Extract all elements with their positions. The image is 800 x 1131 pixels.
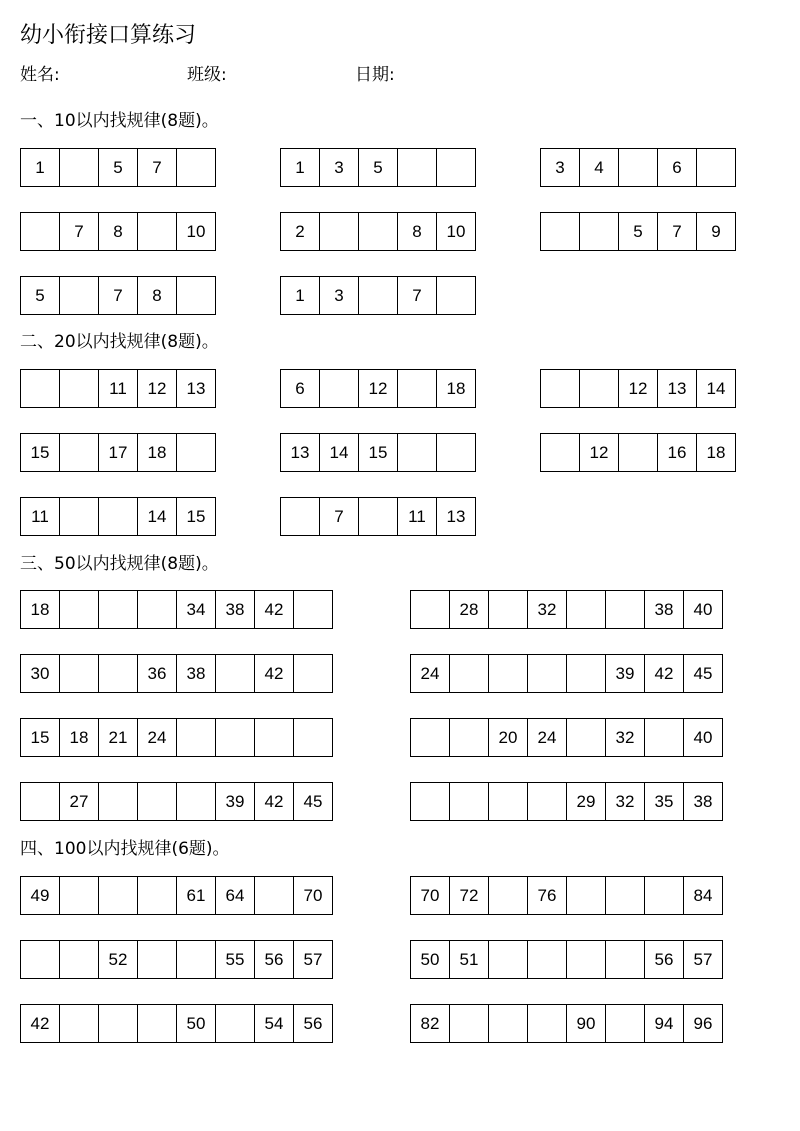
given-number: 16 <box>657 433 697 472</box>
given-number: 38 <box>176 654 216 693</box>
given-number: 7 <box>59 212 99 251</box>
answer-box[interactable] <box>254 876 294 915</box>
answer-box[interactable] <box>488 940 528 979</box>
answer-box[interactable] <box>618 433 658 472</box>
answer-box[interactable] <box>358 276 398 315</box>
sequence-row <box>20 433 216 472</box>
sequence-row <box>20 590 333 629</box>
answer-box[interactable] <box>319 212 359 251</box>
sequence-row <box>280 212 476 251</box>
answer-box[interactable] <box>358 212 398 251</box>
sequence-row <box>20 148 216 187</box>
section-heading: 四、100以内找规律(6题)。 <box>20 839 230 859</box>
sequence-row <box>20 497 216 536</box>
given-number: 42 <box>254 654 294 693</box>
answer-box[interactable] <box>449 718 489 757</box>
answer-box[interactable] <box>696 148 736 187</box>
given-number: 13 <box>280 433 320 472</box>
given-number: 18 <box>696 433 736 472</box>
sequence-row <box>410 718 723 757</box>
answer-box[interactable] <box>449 654 489 693</box>
answer-box[interactable] <box>566 654 606 693</box>
given-number: 8 <box>397 212 437 251</box>
given-number: 30 <box>20 654 60 693</box>
answer-box[interactable] <box>566 718 606 757</box>
given-number: 8 <box>98 212 138 251</box>
given-number: 50 <box>410 940 450 979</box>
name-label: 姓名: <box>20 65 60 85</box>
answer-box[interactable] <box>137 876 177 915</box>
given-number: 40 <box>683 590 723 629</box>
given-number: 84 <box>683 876 723 915</box>
given-number: 54 <box>254 1004 294 1043</box>
given-number: 7 <box>137 148 177 187</box>
given-number: 15 <box>358 433 398 472</box>
given-number: 21 <box>98 718 138 757</box>
given-number: 7 <box>657 212 697 251</box>
given-number: 9 <box>696 212 736 251</box>
answer-box[interactable] <box>319 369 359 408</box>
answer-box[interactable] <box>215 1004 255 1043</box>
answer-box[interactable] <box>59 148 99 187</box>
answer-box[interactable] <box>410 718 450 757</box>
answer-box[interactable] <box>20 782 60 821</box>
given-number: 76 <box>527 876 567 915</box>
given-number: 11 <box>20 497 60 536</box>
answer-box[interactable] <box>527 654 567 693</box>
sequence-row <box>20 782 333 821</box>
given-number: 15 <box>176 497 216 536</box>
answer-box[interactable] <box>410 590 450 629</box>
answer-box[interactable] <box>436 148 476 187</box>
given-number: 5 <box>98 148 138 187</box>
sequence-row <box>540 433 736 472</box>
given-number: 55 <box>215 940 255 979</box>
answer-box[interactable] <box>436 276 476 315</box>
sequence-row <box>20 369 216 408</box>
answer-box[interactable] <box>566 590 606 629</box>
answer-box[interactable] <box>358 497 398 536</box>
answer-box[interactable] <box>59 433 99 472</box>
given-number: 42 <box>20 1004 60 1043</box>
answer-box[interactable] <box>137 782 177 821</box>
given-number: 94 <box>644 1004 684 1043</box>
given-number: 57 <box>293 940 333 979</box>
given-number: 27 <box>59 782 99 821</box>
answer-box[interactable] <box>540 369 580 408</box>
sequence-row <box>280 276 476 315</box>
answer-box[interactable] <box>280 497 320 536</box>
given-number: 56 <box>254 940 294 979</box>
given-number: 7 <box>397 276 437 315</box>
sequence-row <box>410 654 723 693</box>
given-number: 35 <box>644 782 684 821</box>
given-number: 17 <box>98 433 138 472</box>
answer-box[interactable] <box>410 782 450 821</box>
answer-box[interactable] <box>176 148 216 187</box>
given-number: 1 <box>280 276 320 315</box>
answer-box[interactable] <box>540 212 580 251</box>
sequence-row <box>280 497 476 536</box>
given-number: 8 <box>137 276 177 315</box>
given-number: 39 <box>605 654 645 693</box>
given-number: 50 <box>176 1004 216 1043</box>
class-label: 班级: <box>187 65 227 85</box>
given-number: 39 <box>215 782 255 821</box>
answer-box[interactable] <box>59 1004 99 1043</box>
given-number: 72 <box>449 876 489 915</box>
answer-box[interactable] <box>644 876 684 915</box>
answer-box[interactable] <box>98 782 138 821</box>
sequence-row <box>20 276 216 315</box>
given-number: 11 <box>397 497 437 536</box>
given-number: 36 <box>137 654 177 693</box>
date-label: 日期: <box>355 65 395 85</box>
given-number: 13 <box>436 497 476 536</box>
given-number: 64 <box>215 876 255 915</box>
given-number: 32 <box>605 718 645 757</box>
given-number: 70 <box>410 876 450 915</box>
sequence-row <box>540 212 736 251</box>
answer-box[interactable] <box>137 1004 177 1043</box>
answer-box[interactable] <box>449 1004 489 1043</box>
answer-box[interactable] <box>449 782 489 821</box>
given-number: 13 <box>176 369 216 408</box>
given-number: 24 <box>137 718 177 757</box>
answer-box[interactable] <box>527 940 567 979</box>
answer-box[interactable] <box>59 876 99 915</box>
answer-box[interactable] <box>566 876 606 915</box>
answer-box[interactable] <box>254 718 294 757</box>
answer-box[interactable] <box>605 1004 645 1043</box>
given-number: 7 <box>319 497 359 536</box>
given-number: 38 <box>215 590 255 629</box>
worksheet-title: 幼小衔接口算练习 <box>20 23 197 48</box>
given-number: 6 <box>280 369 320 408</box>
given-number: 29 <box>566 782 606 821</box>
answer-box[interactable] <box>98 1004 138 1043</box>
given-number: 24 <box>410 654 450 693</box>
answer-box[interactable] <box>527 782 567 821</box>
given-number: 82 <box>410 1004 450 1043</box>
sequence-row <box>410 590 723 629</box>
sequence-row <box>280 369 476 408</box>
given-number: 5 <box>358 148 398 187</box>
answer-box[interactable] <box>98 497 138 536</box>
sequence-row <box>410 876 723 915</box>
answer-box[interactable] <box>293 654 333 693</box>
given-number: 13 <box>657 369 697 408</box>
given-number: 3 <box>319 148 359 187</box>
answer-box[interactable] <box>566 940 606 979</box>
answer-box[interactable] <box>488 1004 528 1043</box>
answer-box[interactable] <box>59 654 99 693</box>
answer-box[interactable] <box>436 433 476 472</box>
given-number: 10 <box>176 212 216 251</box>
given-number: 38 <box>683 782 723 821</box>
sequence-row <box>20 654 333 693</box>
answer-box[interactable] <box>176 718 216 757</box>
given-number: 52 <box>98 940 138 979</box>
answer-box[interactable] <box>579 212 619 251</box>
section-heading: 二、20以内找规律(8题)。 <box>20 332 219 352</box>
given-number: 15 <box>20 718 60 757</box>
answer-box[interactable] <box>215 654 255 693</box>
answer-box[interactable] <box>293 590 333 629</box>
given-number: 11 <box>98 369 138 408</box>
given-number: 18 <box>436 369 476 408</box>
given-number: 15 <box>20 433 60 472</box>
answer-box[interactable] <box>98 876 138 915</box>
answer-box[interactable] <box>176 782 216 821</box>
answer-box[interactable] <box>137 212 177 251</box>
given-number: 4 <box>579 148 619 187</box>
given-number: 34 <box>176 590 216 629</box>
answer-box[interactable] <box>59 590 99 629</box>
sequence-row <box>410 782 723 821</box>
answer-box[interactable] <box>605 940 645 979</box>
sequence-row <box>20 940 333 979</box>
given-number: 32 <box>527 590 567 629</box>
sequence-row <box>20 212 216 251</box>
sequence-row <box>410 1004 723 1043</box>
given-number: 14 <box>137 497 177 536</box>
answer-box[interactable] <box>20 212 60 251</box>
sequence-row <box>20 718 333 757</box>
sequence-row <box>540 148 736 187</box>
given-number: 12 <box>358 369 398 408</box>
given-number: 56 <box>644 940 684 979</box>
answer-box[interactable] <box>605 876 645 915</box>
given-number: 32 <box>605 782 645 821</box>
given-number: 12 <box>579 433 619 472</box>
given-number: 61 <box>176 876 216 915</box>
answer-box[interactable] <box>540 433 580 472</box>
given-number: 5 <box>618 212 658 251</box>
answer-box[interactable] <box>488 876 528 915</box>
answer-box[interactable] <box>579 369 619 408</box>
answer-box[interactable] <box>527 1004 567 1043</box>
answer-box[interactable] <box>59 497 99 536</box>
sequence-row <box>20 876 333 915</box>
given-number: 45 <box>293 782 333 821</box>
sequence-row <box>280 433 476 472</box>
given-number: 18 <box>20 590 60 629</box>
given-number: 14 <box>696 369 736 408</box>
given-number: 20 <box>488 718 528 757</box>
answer-box[interactable] <box>644 718 684 757</box>
given-number: 7 <box>98 276 138 315</box>
answer-box[interactable] <box>59 369 99 408</box>
given-number: 2 <box>280 212 320 251</box>
given-number: 10 <box>436 212 476 251</box>
answer-box[interactable] <box>488 590 528 629</box>
answer-box[interactable] <box>397 148 437 187</box>
answer-box[interactable] <box>618 148 658 187</box>
given-number: 40 <box>683 718 723 757</box>
answer-box[interactable] <box>488 782 528 821</box>
answer-box[interactable] <box>176 940 216 979</box>
answer-box[interactable] <box>176 433 216 472</box>
answer-box[interactable] <box>59 276 99 315</box>
given-number: 42 <box>254 590 294 629</box>
answer-box[interactable] <box>215 718 255 757</box>
given-number: 3 <box>540 148 580 187</box>
given-number: 49 <box>20 876 60 915</box>
given-number: 24 <box>527 718 567 757</box>
given-number: 18 <box>59 718 99 757</box>
given-number: 18 <box>137 433 177 472</box>
answer-box[interactable] <box>20 369 60 408</box>
sequence-row <box>410 940 723 979</box>
answer-box[interactable] <box>605 590 645 629</box>
given-number: 6 <box>657 148 697 187</box>
given-number: 28 <box>449 590 489 629</box>
given-number: 42 <box>254 782 294 821</box>
sequence-row <box>540 369 736 408</box>
sequence-row <box>20 1004 333 1043</box>
answer-box[interactable] <box>137 940 177 979</box>
given-number: 12 <box>137 369 177 408</box>
given-number: 70 <box>293 876 333 915</box>
given-number: 90 <box>566 1004 606 1043</box>
answer-box[interactable] <box>293 718 333 757</box>
given-number: 45 <box>683 654 723 693</box>
answer-box[interactable] <box>137 590 177 629</box>
given-number: 57 <box>683 940 723 979</box>
given-number: 96 <box>683 1004 723 1043</box>
answer-box[interactable] <box>397 369 437 408</box>
given-number: 14 <box>319 433 359 472</box>
sequence-row <box>280 148 476 187</box>
given-number: 1 <box>280 148 320 187</box>
answer-box[interactable] <box>488 654 528 693</box>
section-heading: 三、50以内找规律(8题)。 <box>20 554 219 574</box>
given-number: 5 <box>20 276 60 315</box>
given-number: 3 <box>319 276 359 315</box>
answer-box[interactable] <box>397 433 437 472</box>
answer-box[interactable] <box>98 590 138 629</box>
answer-box[interactable] <box>20 940 60 979</box>
given-number: 38 <box>644 590 684 629</box>
given-number: 12 <box>618 369 658 408</box>
answer-box[interactable] <box>59 940 99 979</box>
answer-box[interactable] <box>176 276 216 315</box>
given-number: 42 <box>644 654 684 693</box>
answer-box[interactable] <box>98 654 138 693</box>
section-heading: 一、10以内找规律(8题)。 <box>20 111 219 131</box>
given-number: 56 <box>293 1004 333 1043</box>
given-number: 51 <box>449 940 489 979</box>
given-number: 1 <box>20 148 60 187</box>
